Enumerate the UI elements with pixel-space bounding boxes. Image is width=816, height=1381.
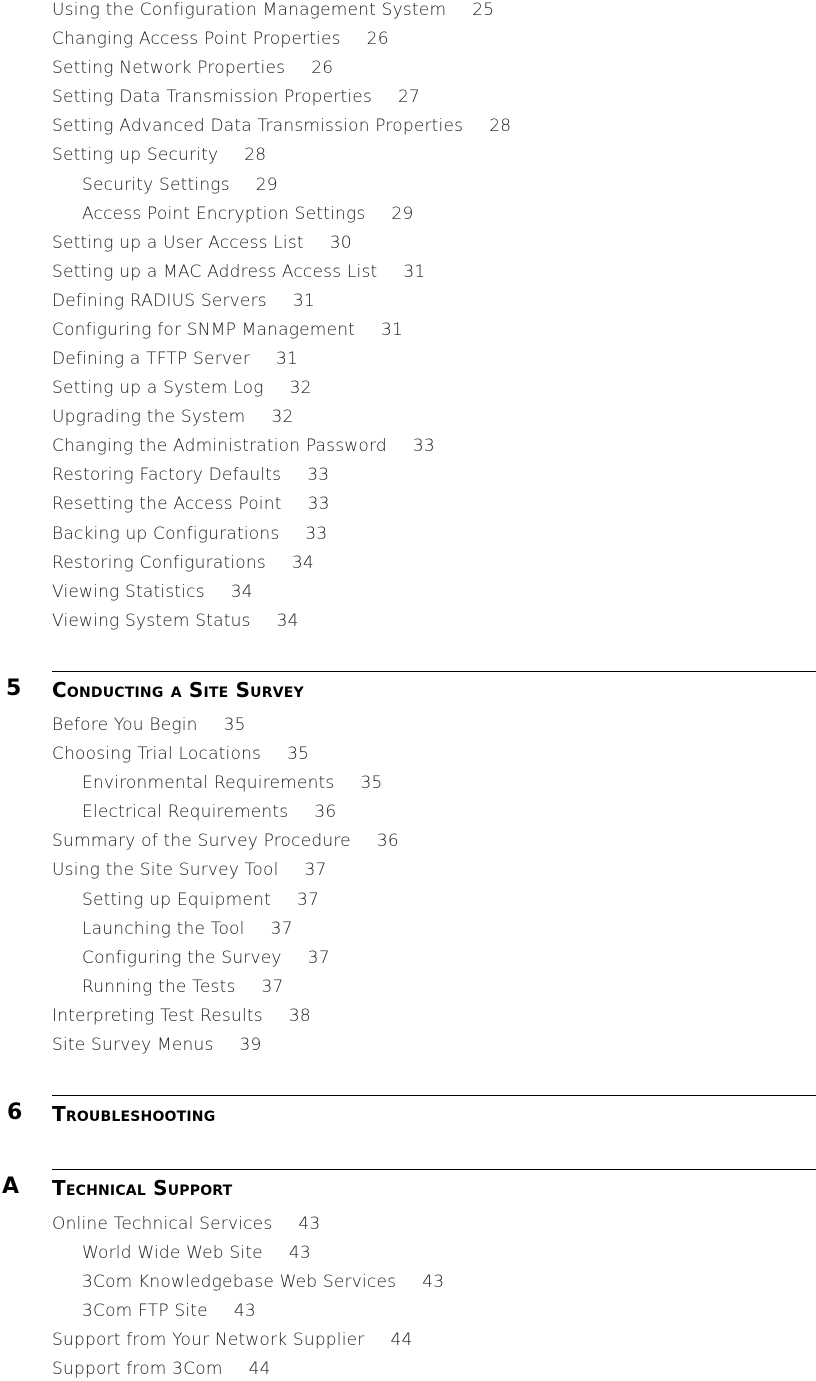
chapter-title[interactable]: Conducting a Site Survey — [52, 678, 304, 702]
toc-subentry[interactable] — [82, 890, 319, 910]
toc-entry-page: 43 — [233, 1301, 256, 1321]
toc-entry-label: Support from 3Com — [52, 1359, 223, 1379]
toc-entry-label: Backing up Configurations — [52, 524, 280, 544]
chapter-rule — [52, 1095, 816, 1096]
toc-entry-page: 39 — [239, 1035, 262, 1055]
toc-entry-label: Security Settings — [82, 175, 230, 195]
toc-entry-label: Setting up a System Log — [52, 378, 264, 398]
toc-entry-page: 38 — [288, 1006, 311, 1026]
toc-entry-page: 25 — [472, 0, 495, 20]
toc-entry[interactable] — [52, 407, 293, 427]
toc-entry-label: Before You Begin — [52, 715, 198, 735]
toc-entry[interactable] — [52, 58, 333, 78]
toc-entry-page: 34 — [291, 553, 314, 573]
toc-entry[interactable] — [52, 1214, 320, 1234]
toc-entry-label: Restoring Factory Defaults — [52, 465, 282, 485]
toc-entry-page: 33 — [412, 436, 435, 456]
toc-entry-label: Upgrading the System — [52, 407, 246, 427]
toc-entry-label: Support from Your Network Supplier — [52, 1330, 365, 1350]
toc-entry-label: Changing the Administration Password — [52, 436, 387, 456]
toc-entry-page: 30 — [329, 233, 352, 253]
toc-entry-label: Environmental Requirements — [82, 773, 335, 793]
toc-entry-label: 3Com Knowledgebase Web Services — [82, 1272, 397, 1292]
toc-subentry[interactable] — [82, 1301, 256, 1321]
toc-entry[interactable] — [52, 494, 330, 514]
toc-entry-page: 37 — [307, 948, 330, 968]
toc-subentry[interactable] — [82, 919, 293, 939]
chapter-number: 6 — [7, 1100, 23, 1125]
toc-entry-label: Using the Configuration Management System — [52, 0, 447, 20]
toc-entry-label: Configuring for SNMP Management — [52, 320, 356, 340]
toc-entry-label: Electrical Requirements — [82, 802, 289, 822]
toc-subentry[interactable] — [82, 175, 278, 195]
toc-entry-page: 26 — [366, 29, 389, 49]
toc-entry-page: 31 — [276, 349, 299, 369]
toc-entry[interactable] — [52, 233, 352, 253]
toc-entry-label: Defining RADIUS Servers — [52, 291, 267, 311]
toc-entry-page: 33 — [307, 494, 330, 514]
toc-entry[interactable] — [52, 611, 299, 631]
toc-entry-page: 43 — [422, 1272, 445, 1292]
toc-entry[interactable] — [52, 1035, 262, 1055]
toc-entry-page: 43 — [298, 1214, 321, 1234]
toc-entry[interactable] — [52, 378, 312, 398]
toc-entry[interactable] — [52, 29, 389, 49]
toc-entry-label: Setting up Equipment — [82, 890, 271, 910]
toc-entry[interactable] — [52, 349, 298, 369]
toc-entry-page: 28 — [244, 145, 267, 165]
toc-entry-label: Running the Tests — [82, 977, 236, 997]
toc-subentry[interactable] — [82, 1272, 444, 1292]
chapter-rule — [52, 1169, 816, 1170]
toc-entry[interactable] — [52, 145, 266, 165]
toc-entry[interactable] — [52, 0, 494, 20]
toc-entry[interactable] — [52, 436, 435, 456]
toc-entry-label: Configuring the Survey — [82, 948, 282, 968]
toc-entry-page: 33 — [307, 465, 330, 485]
toc-entry-label: Site Survey Menus — [52, 1035, 214, 1055]
toc-entry-page: 34 — [276, 611, 299, 631]
toc-entry-label: Setting up a MAC Address Access List — [52, 262, 378, 282]
toc-entry-page: 43 — [288, 1243, 311, 1263]
toc-entry-label: Setting Data Transmission Properties — [52, 87, 373, 107]
toc-entry-label: World Wide Web Site — [82, 1243, 263, 1263]
chapter-title[interactable]: Technical Support — [52, 1176, 233, 1200]
toc-subentry[interactable] — [82, 948, 330, 968]
toc-entry-page: 29 — [391, 204, 414, 224]
toc-entry[interactable] — [52, 291, 315, 311]
toc-entry-page: 35 — [287, 744, 310, 764]
toc-subentry[interactable] — [82, 773, 383, 793]
toc-entry-label: Resetting the Access Point — [52, 494, 282, 514]
toc-entry-label: Setting up a User Access List — [52, 233, 304, 253]
toc-entry-label: Using the Site Survey Tool — [52, 860, 279, 880]
toc-entry-label: Online Technical Services — [52, 1214, 273, 1234]
toc-entry-label: Choosing Trial Locations — [52, 744, 262, 764]
toc-entry-page: 36 — [314, 802, 337, 822]
toc-entry-label: Launching the Tool — [82, 919, 245, 939]
toc-entry[interactable] — [52, 524, 327, 544]
chapter-number: A — [2, 1174, 20, 1199]
toc-subentry[interactable] — [82, 204, 413, 224]
toc-entry-label: Interpreting Test Results — [52, 1006, 263, 1026]
toc-entry-label: Setting up Security — [52, 145, 219, 165]
chapter-title[interactable]: Troubleshooting — [52, 1102, 216, 1126]
toc-entry[interactable] — [52, 553, 314, 573]
toc-entry-page: 35 — [360, 773, 383, 793]
toc-entry-label: Viewing System Status — [52, 611, 251, 631]
toc-entry[interactable] — [52, 831, 399, 851]
chapter-rule — [52, 671, 816, 672]
toc-entry-label: Defining a TFTP Server — [52, 349, 251, 369]
toc-entry-label: Setting Network Properties — [52, 58, 286, 78]
chapter-number: 5 — [6, 676, 22, 701]
toc-entry-page: 26 — [311, 58, 334, 78]
toc-entry-page: 34 — [230, 582, 253, 602]
toc-entry-label: Restoring Configurations — [52, 553, 266, 573]
toc-entry-page: 37 — [261, 977, 284, 997]
toc-entry[interactable] — [52, 860, 327, 880]
toc-entry-page: 44 — [248, 1359, 271, 1379]
toc-entry-page: 29 — [255, 175, 278, 195]
toc-subentry[interactable] — [82, 802, 336, 822]
toc-entry[interactable] — [52, 1330, 413, 1350]
toc-subentry[interactable] — [82, 977, 284, 997]
toc-entry[interactable] — [52, 465, 329, 485]
toc-entry[interactable] — [52, 715, 246, 735]
toc-entry-page: 44 — [390, 1330, 413, 1350]
toc-entry-page: 31 — [403, 262, 426, 282]
toc-entry[interactable] — [52, 116, 511, 136]
toc-entry-label: Changing Access Point Properties — [52, 29, 341, 49]
toc-entry-label: Access Point Encryption Settings — [82, 204, 366, 224]
toc-entry-page: 32 — [271, 407, 294, 427]
toc-entry[interactable] — [52, 1006, 311, 1026]
toc-entry-page: 37 — [304, 860, 327, 880]
toc-entry[interactable] — [52, 744, 309, 764]
toc-subentry[interactable] — [82, 1243, 311, 1263]
toc-entry-page: 35 — [223, 715, 246, 735]
toc-entry-label: Setting Advanced Data Transmission Properties — [52, 116, 464, 136]
toc-entry[interactable] — [52, 87, 420, 107]
toc-entry-label: Summary of the Survey Procedure — [52, 831, 351, 851]
toc-entry-label: Viewing Statistics — [52, 582, 205, 602]
toc-entry[interactable] — [52, 262, 425, 282]
toc-entry-page: 32 — [289, 378, 312, 398]
toc-entry-page: 27 — [398, 87, 421, 107]
toc-entry-page: 36 — [376, 831, 399, 851]
toc-entry[interactable] — [52, 320, 403, 340]
toc-entry[interactable] — [52, 582, 253, 602]
toc-entry-page: 31 — [381, 320, 404, 340]
toc-entry-page: 37 — [270, 919, 293, 939]
toc-entry[interactable] — [52, 1359, 271, 1379]
toc-entry-page: 33 — [305, 524, 328, 544]
toc-entry-page: 37 — [296, 890, 319, 910]
toc-entry-page: 31 — [292, 291, 315, 311]
toc-entry-page: 28 — [489, 116, 512, 136]
toc-entry-label: 3Com FTP Site — [82, 1301, 208, 1321]
